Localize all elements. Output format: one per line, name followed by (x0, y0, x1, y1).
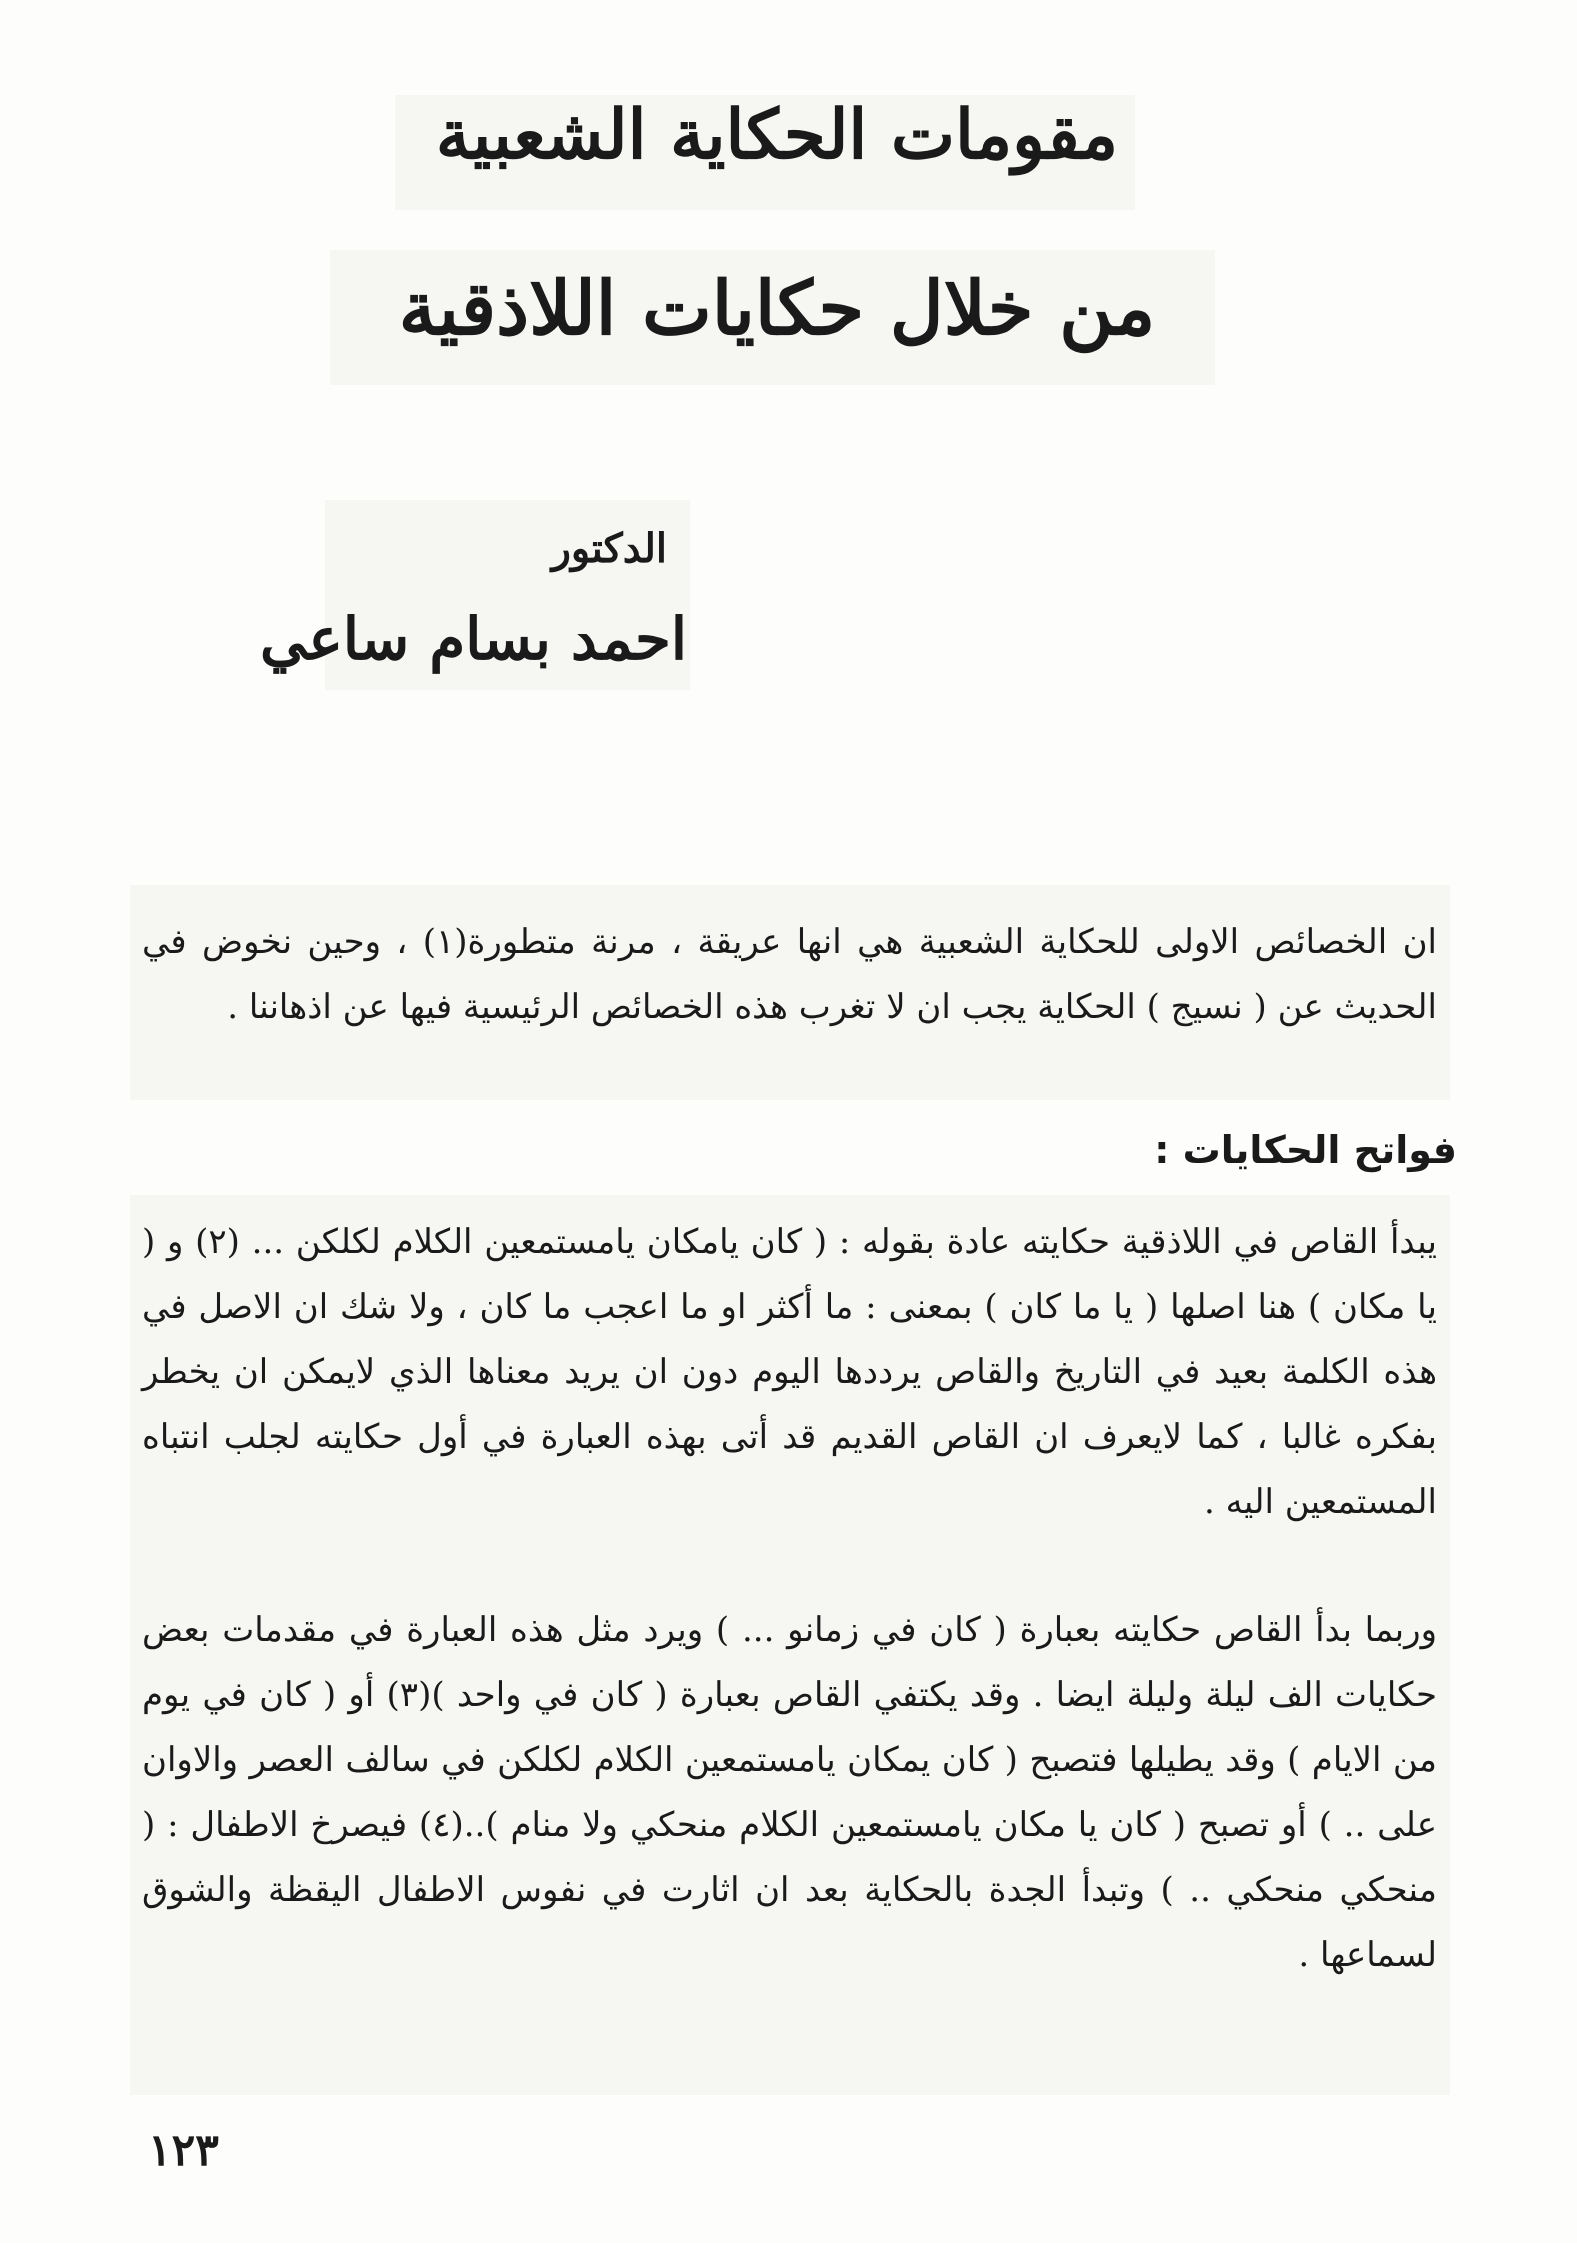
intro-paragraph (142, 910, 1437, 1040)
page-number: ١٢٣ (148, 2125, 219, 2176)
author-title: الدكتور (551, 525, 667, 572)
title-line-2: من خلال حكايات اللاذقية (398, 266, 1156, 352)
section-heading: فواتح الحكايات : (1154, 1128, 1457, 1172)
body-paragraph-2 (142, 1598, 1437, 1988)
paragraph-text: يبدأ القاص في اللاذقية حكايته عادة بقوله : ( كان يامكان يامستمعين الكلام لكلكن ... (٢) و ( يا مكان ) هنا اصلها ( يا ما كان ) بمعنى : ما أكثر او ما اعجب ما كان ، ولا شك ان الاصل في هذه الكلمة بعيد في التاريخ والقاص يرددها اليوم دون ان يريد معناها الذي لايمكن ان يخطر بفكره غالبا ، كما لايعرف ان القاص القديم قد أتى بهذه العبارة في أول حكايته لجلب انتباه المستمعين اليه . (142, 1222, 1437, 1522)
paragraph-text: وربما بدأ القاص حكايته بعبارة ( كان في زمانو ... ) ويرد مثل هذه العبارة في مقدمات بعض حكايات الف ليلة وليلة ايضا . وقد يكتفي القاص بعبارة ( كان في واحد )(٣) أو ( كان في يوم من الايام ) وقد يطيلها فتصبح ( كان يمكان يامستمعين الكلام لكلكن في سالف العصر والاوان على .. ) أو تصبح ( كان يا مكان يامستمعين الكلام منحكي ولا منام )..(٤) فيصرخ الاطفال : ( منحكي منحكي .. ) وتبدأ الجدة بالحكاية بعد ان اثارت في نفوس الاطفال اليقظة والشوق لسماعها . (142, 1610, 1438, 1975)
intro-text: ان الخصائص الاولى للحكاية الشعبية هي انها عريقة ، مرنة متطورة(١) ، وحين نخوض في الحديث عن ( نسيج ) الحكاية يجب ان لا تغرب هذه الخصائص الرئيسية فيها عن اذهاننا . (142, 922, 1437, 1027)
body-paragraph-1 (142, 1210, 1437, 1535)
title-line-1: مقومات الحكاية الشعبية (435, 95, 1119, 175)
author-name: احمد بسام ساعي (259, 605, 687, 673)
